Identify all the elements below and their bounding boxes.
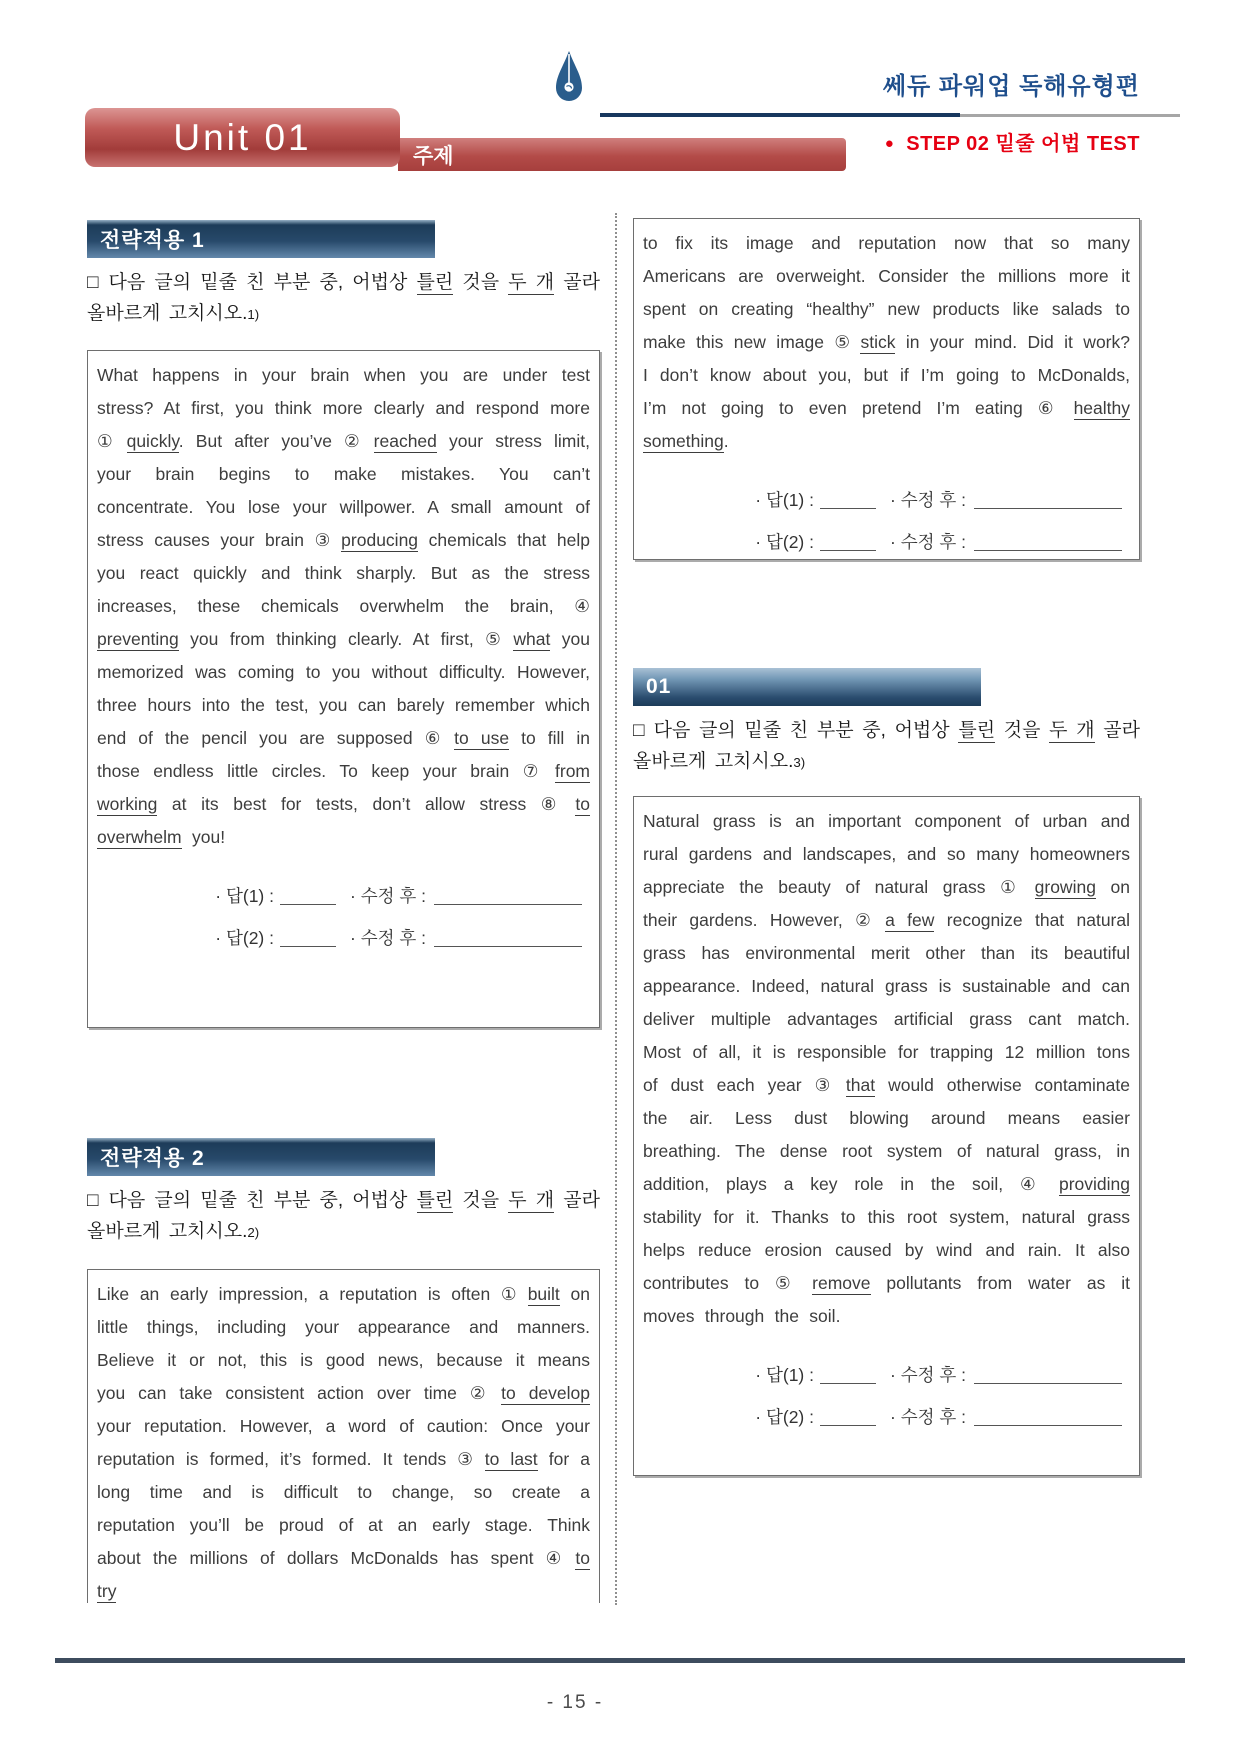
fix-blank xyxy=(974,1363,1122,1384)
page-number: - 15 - xyxy=(546,1692,604,1713)
right-column xyxy=(633,218,1140,1476)
unit-banner: Unit 01 xyxy=(85,108,400,167)
answer-row xyxy=(643,1387,1122,1429)
answer-blank xyxy=(820,1405,876,1426)
fix-label: · 수정 후 : xyxy=(890,490,966,510)
passage-box-3 xyxy=(633,796,1140,1476)
passage-box-1 xyxy=(87,350,600,1028)
fix-label: · 수정 후 : xyxy=(890,1365,966,1385)
fix-label: · 수정 후 : xyxy=(350,886,426,906)
answer-blank xyxy=(820,530,876,551)
answer-block-2 xyxy=(643,470,1130,554)
step-label: STEP 02 밑줄 어법 TEST xyxy=(906,133,1140,155)
instruction-3: □ 다음 글의 밑줄 친 부분 중, 어법상 틀린 것을 두 개 골라 올바르게 고치시오.3) xyxy=(633,720,1140,772)
book-title: 쎄듀 파워업 독해유형편 xyxy=(882,73,1140,100)
pen-nib-logo-icon xyxy=(549,50,589,110)
section-title-01: 01 xyxy=(633,668,981,706)
answer-label: · 답(1) : xyxy=(755,490,814,510)
fix-blank xyxy=(974,488,1122,509)
answer-label: · 답(2) : xyxy=(755,1407,814,1427)
answer-label: · 답(1) : xyxy=(755,1365,814,1385)
passage-text-1: What happens in your brain when you are under test stress? At first, you think more clearly and respond more ① quickly. But after you’ve ② reached your stress limit, your brain begins to make mistakes. You can’t concentrate. You lose your willpower. A small amount of stress causes your brain ③ producing chemicals that help you react quickly and think sharply. But as the stress increases, these chemicals overwhelm the brain, ④ preventing you from thinking clearly. At first, ⑤ what you memorized was coming to you without difficulty. However, three hours into the test, you can barely remember which end of the pencil you are supposed ⑥ to use to fill in those endless little circles. To keep your brain ⑦ from working at its best for tests, don’t allow stress ⑧ to overwhelm you! xyxy=(97,365,591,847)
answer-row xyxy=(643,512,1122,554)
step-bullet-icon: ● xyxy=(884,135,895,152)
passage-box-2-continued xyxy=(633,218,1140,560)
topic-banner: 주제 xyxy=(398,138,846,171)
fix-label: · 수정 후 : xyxy=(890,532,966,552)
answer-label: · 답(1) : xyxy=(215,886,274,906)
answer-blank xyxy=(280,926,336,947)
fix-blank xyxy=(974,530,1122,551)
answer-label: · 답(2) : xyxy=(755,532,814,552)
column-divider xyxy=(615,213,617,1605)
fix-label: · 수정 후 : xyxy=(890,1407,966,1427)
header-rule-navy xyxy=(600,113,960,117)
instruction-1: □ 다음 글의 밑줄 친 부분 중, 어법상 틀린 것을 두 개 골라 올바르게 고치시오.1) xyxy=(87,272,600,324)
passage-text-2-continued: to fix its image and reputation now that so many Americans are overweight. Consider the millions more it spent on creating “healthy” new products like salads to make this new image ⑤ stick in your mind. Did it work? I don’t know about you, but if I’m going to McDonalds, I’m not going to even pretend I’m eating ⑥ healthy something. xyxy=(643,233,1130,451)
fix-blank xyxy=(974,1405,1122,1426)
answer-label: · 답(2) : xyxy=(215,928,274,948)
header-rule-gray xyxy=(960,114,1180,117)
answer-row xyxy=(643,470,1122,512)
answer-blank xyxy=(280,884,336,905)
instruction-2: □ 다음 글의 밑줄 친 부분 중, 어법상 틀린 것을 두 개 골라 올바르게 고치시오.2) xyxy=(87,1190,600,1242)
answer-row xyxy=(643,1345,1122,1387)
section-title-strategy-1: 전략적용 1 xyxy=(87,220,435,258)
passage-text-2: Like an early impression, a reputation is often ① built on little things, including your appearance and manners. Believe it or not, this is good news, because it means you can take consistent action over time ② to develop your reputation. However, a word of caution: Once your reputation is formed, it’s formed. It tends ③ to last for a long time and is difficult to change, so create a reputation you’ll be proud of at an early stage. Think about the millions of dollars McDonalds has spent ④ to try xyxy=(97,1284,591,1601)
answer-block-1 xyxy=(97,866,590,950)
answer-row xyxy=(97,908,582,950)
passage-box-2 xyxy=(87,1269,600,1603)
fix-label: · 수정 후 : xyxy=(350,928,426,948)
answer-row xyxy=(97,866,582,908)
section-title-strategy-2: 전략적용 2 xyxy=(87,1138,435,1176)
answer-blank xyxy=(820,488,876,509)
fix-blank xyxy=(434,884,582,905)
footer-rule xyxy=(55,1658,1185,1663)
answer-blank xyxy=(820,1363,876,1384)
answer-block-3 xyxy=(643,1345,1130,1429)
passage-text-3: Natural grass is an important component of urban and rural gardens and landscapes, and so many homeowners appreciate the beauty of natural grass ① growing on their gardens. However, ② a few recognize that natural grass has environmental merit other than its beautiful appearance. Indeed, natural grass is sustainable and can deliver multiple advantages artificial grass cant match. Most of all, it is responsible for trapping 12 million tons of dust each year ③ that would otherwise contaminate the air. Less dust blowing around means easier breathing. The dense root system of natural grass, in addition, plays a key role in the soil, ④ providing stability for it. Thanks to this root system, natural grass helps reduce erosion caused by wind and rain. It also contributes to ⑤ remove pollutants from water as it moves through the soil. xyxy=(643,811,1131,1326)
left-column xyxy=(87,220,600,1603)
fix-blank xyxy=(434,926,582,947)
